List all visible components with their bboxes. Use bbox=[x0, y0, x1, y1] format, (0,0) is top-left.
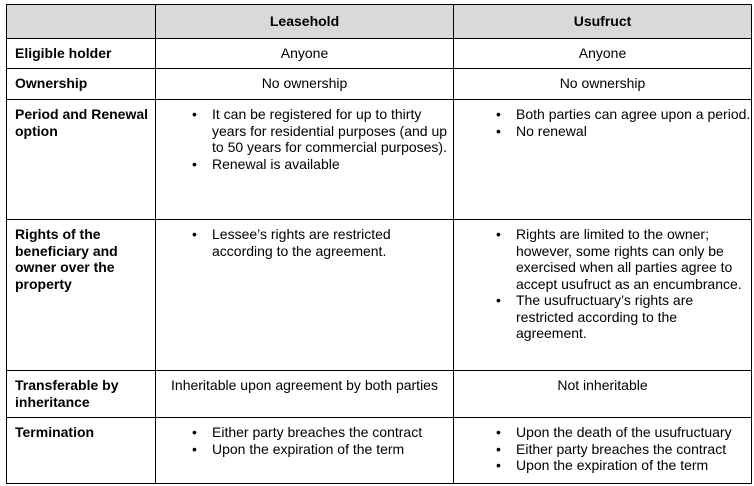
list-item: • Lessee’s rights are restricted according to the agreement. bbox=[212, 226, 453, 259]
row-label: Transferable by inheritance bbox=[7, 371, 156, 418]
list-item: • It can be registered for up to thirty years for residential purposes (and up to 50 years for commercial purposes). bbox=[212, 106, 453, 156]
leasehold-cell bbox=[156, 220, 454, 371]
row-label: Eligible holder bbox=[7, 39, 156, 69]
row-label: Period and Renewal option bbox=[7, 100, 156, 220]
leasehold-cell bbox=[156, 418, 454, 484]
comparison-table bbox=[6, 4, 752, 484]
table-row bbox=[7, 418, 752, 484]
row-label: Rights of the beneficiary and owner over the property bbox=[7, 220, 156, 371]
list-item: • Both parties can agree upon a period. bbox=[516, 106, 751, 123]
list-item: • Renewal is available bbox=[212, 156, 453, 173]
usufruct-cell: Not inheritable bbox=[454, 371, 752, 418]
table-row bbox=[7, 69, 752, 100]
header-usufruct: Usufruct bbox=[454, 5, 752, 39]
table-row bbox=[7, 220, 752, 371]
usufruct-cell bbox=[454, 418, 752, 484]
usufruct-cell bbox=[454, 100, 752, 220]
table-row bbox=[7, 39, 752, 69]
header-blank bbox=[7, 5, 156, 39]
list-item: • Either party breaches the contract bbox=[516, 441, 751, 458]
leasehold-cell: Anyone bbox=[156, 39, 454, 69]
list-item: • Either party breaches the contract bbox=[212, 424, 453, 441]
header-leasehold: Leasehold bbox=[156, 5, 454, 39]
leasehold-cell: No ownership bbox=[156, 69, 454, 100]
usufruct-cell: Anyone bbox=[454, 39, 752, 69]
row-label: Ownership bbox=[7, 69, 156, 100]
table-row bbox=[7, 371, 752, 418]
usufruct-cell bbox=[454, 220, 752, 371]
list-item: • Upon the death of the usufructuary bbox=[516, 424, 751, 441]
list-item: • Upon the expiration of the term bbox=[516, 457, 751, 474]
table-row bbox=[7, 100, 752, 220]
usufruct-cell: No ownership bbox=[454, 69, 752, 100]
list-item: • No renewal bbox=[516, 123, 751, 140]
list-item: • Upon the expiration of the term bbox=[212, 441, 453, 458]
header-row bbox=[7, 5, 752, 39]
row-label: Termination bbox=[7, 418, 156, 484]
list-item: • The usufructuary’s rights are restricted according to the agreement. bbox=[516, 292, 751, 342]
leasehold-cell bbox=[156, 100, 454, 220]
list-item: • Rights are limited to the owner; however, some rights can only be exercised when all parties agree to accept usufruct as an encumbrance. bbox=[516, 226, 751, 292]
leasehold-cell: Inheritable upon agreement by both parties bbox=[156, 371, 454, 418]
